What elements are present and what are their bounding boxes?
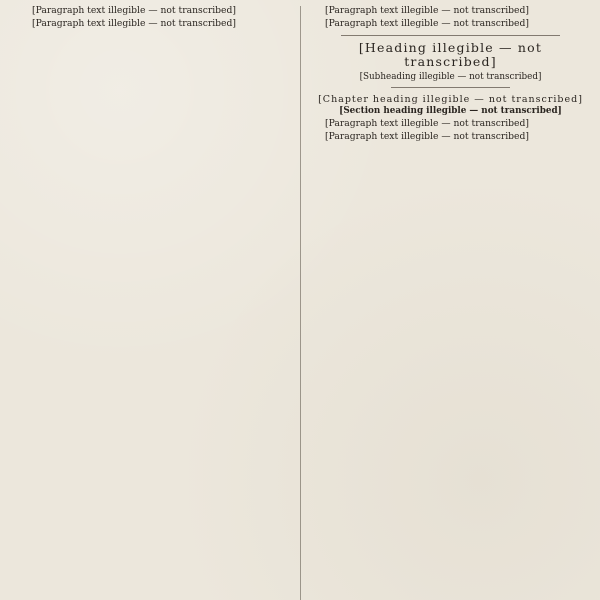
statute-subtitle: [Subheading illegible — not transcribed]	[359, 72, 542, 83]
section-rule	[341, 35, 560, 36]
title-rule	[391, 87, 510, 88]
section-heading: [Section heading illegible — not transcribed]	[339, 105, 562, 116]
column-divider	[300, 6, 301, 600]
right_column_top-paragraph: [Paragraph text illegible — not transcribed]	[325, 17, 529, 29]
right_column_top-paragraph: [Paragraph text illegible — not transcribed]	[325, 6, 529, 16]
statute-title: [Heading illegible — not transcribed]	[358, 39, 543, 70]
right-column	[311, 6, 590, 600]
left_column-paragraph: [Paragraph text illegible — not transcribed]	[32, 6, 236, 16]
statute-body	[311, 119, 590, 143]
right-column-top-text	[311, 6, 590, 30]
left_column-paragraph: [Paragraph text illegible — not transcribed]	[32, 17, 236, 29]
chapter-heading: [Chapter heading illegible — not transcribed]	[318, 93, 583, 105]
statute-paragraph: [Paragraph text illegible — not transcribed]	[325, 131, 529, 143]
left-column	[18, 6, 297, 600]
statute-paragraph: [Paragraph text illegible — not transcribed]	[325, 118, 529, 130]
